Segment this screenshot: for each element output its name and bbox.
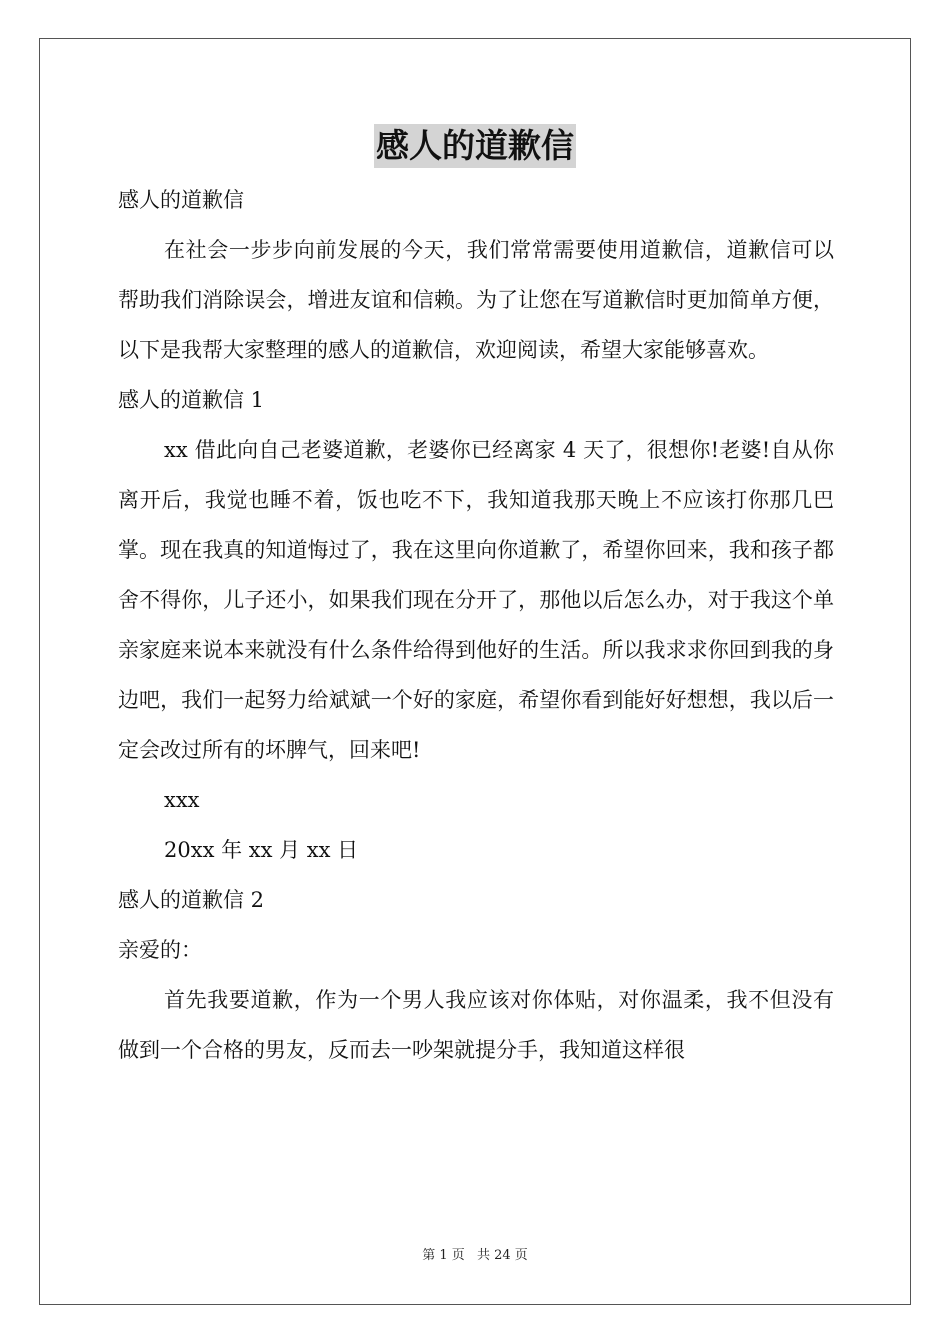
section-heading-2: 感人的道歉信 2 [118, 888, 265, 912]
page-footer [0, 1247, 950, 1265]
section-heading-1: 感人的道歉信 1 [118, 388, 265, 412]
letter-2-body: 首先我要道歉，作为一个男人我应该对你体贴，对你温柔，我不但没有做到一个合格的男友，反而去一吵架就提分手，我知道这样很 [118, 988, 834, 1062]
document-title: 感人的道歉信 [374, 124, 576, 168]
subtitle-paragraph: 感人的道歉信 [118, 188, 244, 212]
letter-2-salutation: 亲爱的： [118, 938, 202, 962]
page-number: 第 1 页 [422, 1248, 465, 1263]
intro-paragraph: 在社会一步步向前发展的今天，我们常常需要使用道歉信，道歉信可以帮助我们消除误会，增进友谊和信赖。为了让您在写道歉信时更加简单方便，以下是我帮大家整理的感人的道歉信，欢迎阅读，希望大家能够喜欢。 [118, 238, 834, 362]
page-total: 共 24 页 [476, 1248, 528, 1263]
document-body [118, 175, 834, 1075]
title-area [0, 124, 950, 168]
letter-1-signature: xxx [164, 788, 200, 812]
letter-1-date: 20xx 年 xx 月 xx 日 [164, 838, 359, 862]
letter-1-body: xx 借此向自己老婆道歉，老婆你已经离家 4 天了，很想你!老婆!自从你离开后，我觉也睡不着，饭也吃不下，我知道我那天晚上不应该打你那几巴掌。现在我真的知道悔过了，我在这里向你道歉了，希望你回来，我和孩子都舍不得你，儿子还小，如果我们现在分开了，那他以后怎么办，对于我这个单亲家庭来说本来就没有什么条件给得到他好的生活。所以我求求你回到我的身边吧，我们一起努力给斌斌一个好的家庭，希望你看到能好好想想，我以后一定会改过所有的坏脾气，回来吧! [118, 438, 834, 762]
